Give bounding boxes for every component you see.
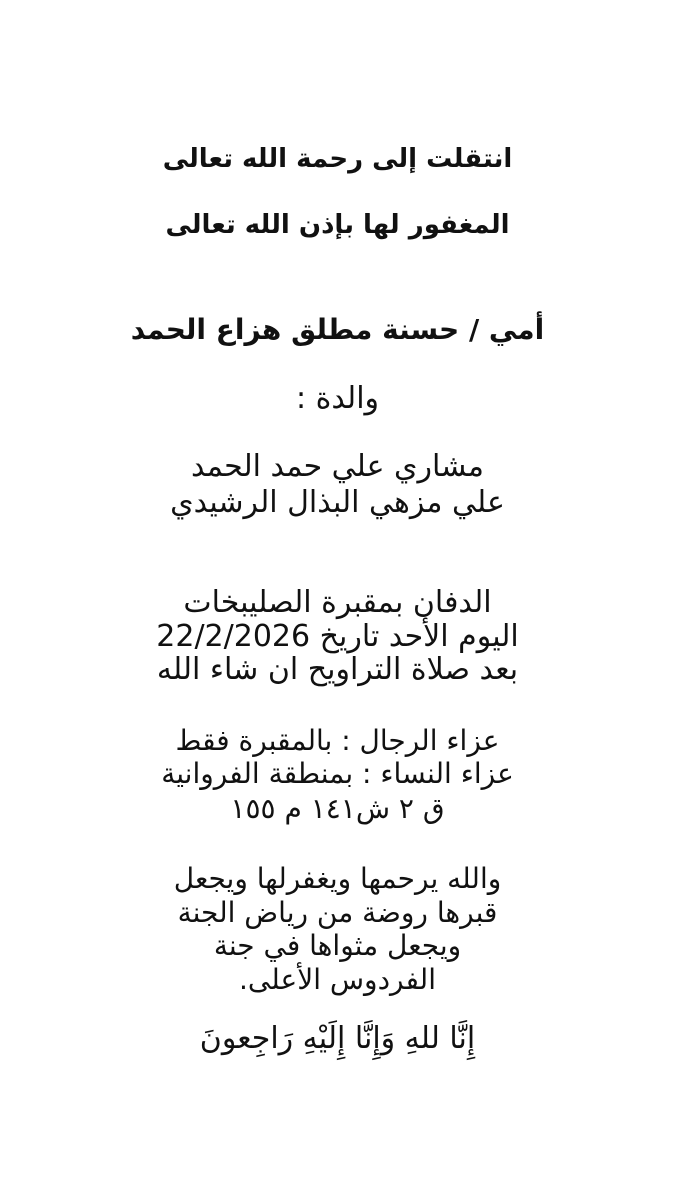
burial-time: بعد صلاة التراويح ان شاء الله [156,652,519,687]
burial-date: اليوم الأحد تاريخ 22/2/2026 [156,619,519,654]
burial-place: الدفان بمقبرة الصليبخات [183,585,492,620]
men-condolences: عزاء الرجال : بالمقبرة فقط [175,724,500,757]
closing-verse: إِنَّا للهِ وَإِنَّا إِلَيْهِ رَاجِعونَ [199,1021,476,1056]
prayer-line-3: ويجعل مثواها في جنة [213,929,462,962]
prayer-line-1: والله يرحمها ويغفرلها ويجعل [173,862,502,895]
son-name-2: علي مزهي البذال الرشيدي [170,485,505,520]
forgiven-line: المغفور لها بإذن الله تعالى [165,210,510,240]
prayer-line-4: الفردوس الأعلى. [239,963,436,996]
deceased-name: أمي / حسنة مطلق هزاع الحمد [130,313,545,346]
women-address: ق ٢ ش١٤١ م ١٥٥ [230,792,445,825]
mother-of-label: والدة : [295,381,380,416]
women-condolences: عزاء النساء : بمنطقة الفروانية [161,757,514,790]
announcement-line: انتقلت إلى رحمة الله تعالى [162,144,513,174]
prayer-line-2: قبرها روضة من رياض الجنة [177,896,498,929]
son-name-1: مشاري علي حمد الحمد [191,449,484,484]
